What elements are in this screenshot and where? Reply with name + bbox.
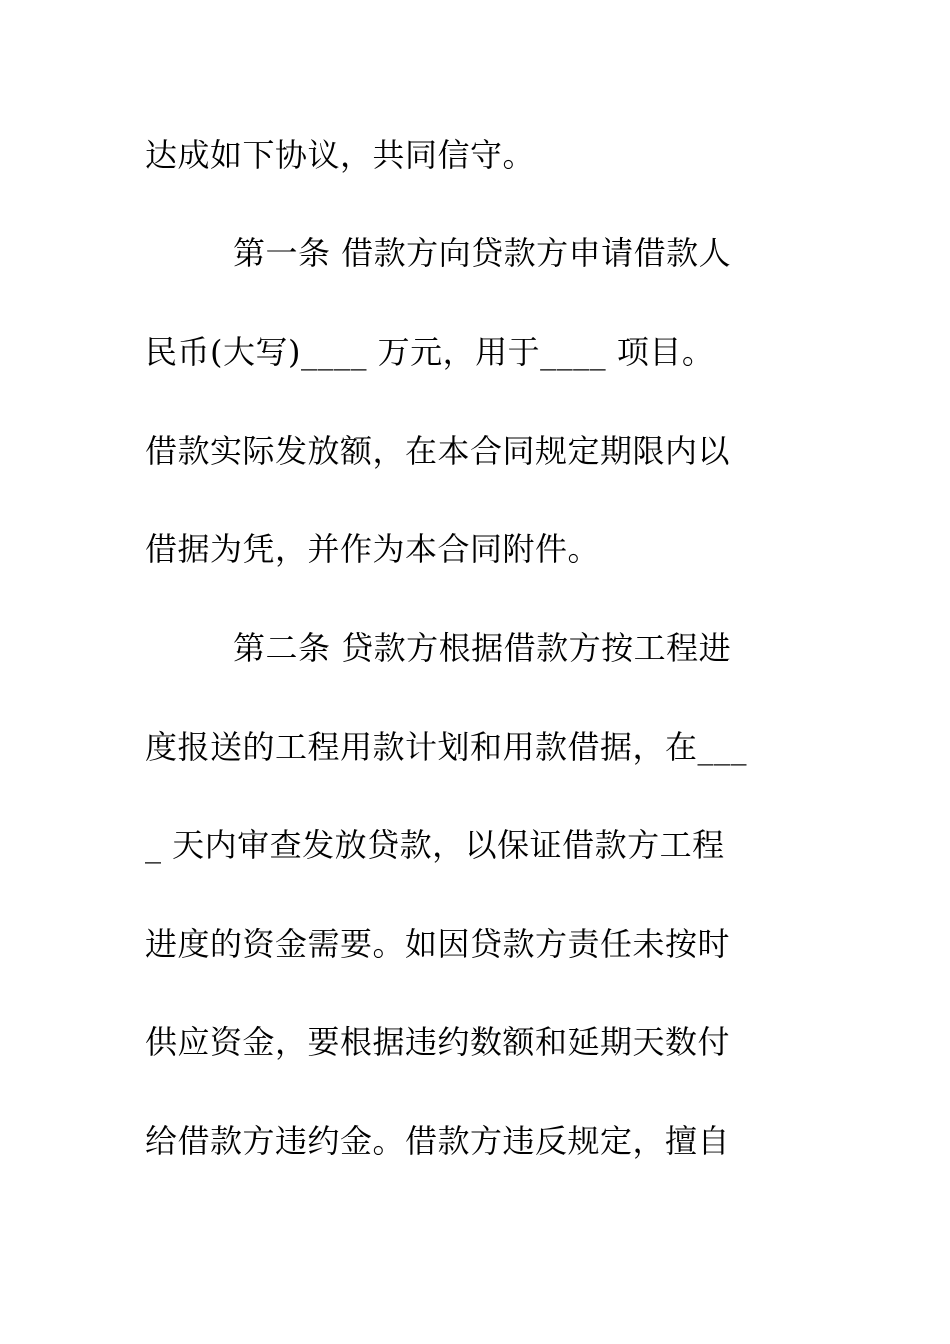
article-2-line-3: _ 天内审查发放贷款，以保证借款方工程 [145, 826, 725, 864]
article-2-line-2: 度报送的工程用款计划和用款借据，在___ [145, 728, 748, 766]
article-1-line-4: 借据为凭，并作为本合同附件。 [145, 530, 601, 568]
article-1-line-1: 第一条 借款方向贷款方申请借款人 [233, 234, 732, 272]
text-line-1: 达成如下协议，共同信守。 [145, 136, 536, 174]
article-2-line-1: 第二条 贷款方根据借款方按工程进 [233, 629, 732, 667]
article-1-line-3: 借款实际发放额，在本合同规定期限内以 [145, 432, 731, 470]
article-1-line-2: 民币(大写)____ 万元，用于____ 项目。 [145, 333, 715, 371]
article-2-line-5: 供应资金，要根据违约数额和延期天数付 [145, 1023, 731, 1061]
article-2-line-4: 进度的资金需要。如因贷款方责任未按时 [145, 925, 731, 963]
article-2-line-6: 给借款方违约金。借款方违反规定，擅自 [145, 1122, 731, 1160]
